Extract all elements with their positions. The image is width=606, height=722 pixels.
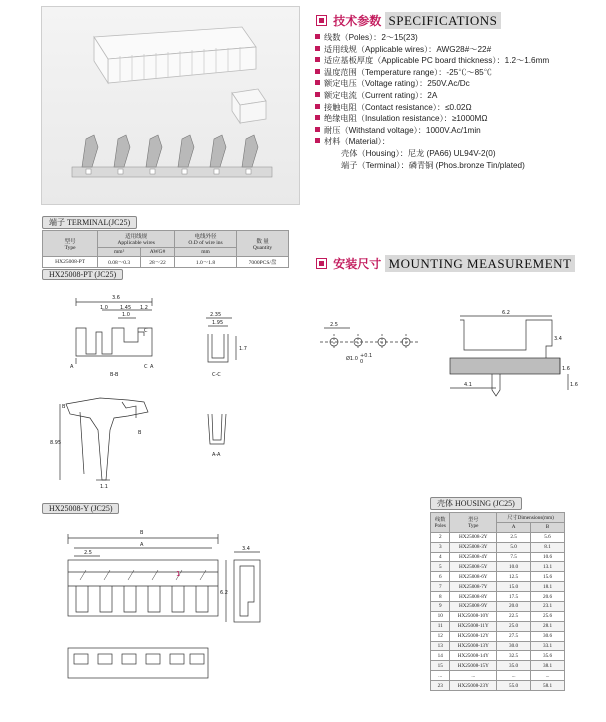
terminal-technical-drawing: [40, 284, 270, 504]
dim-label: 1.1: [100, 484, 108, 490]
table-cell: HX25008-14Y: [450, 651, 497, 661]
table-cell: 17.5: [497, 592, 531, 602]
view-label: C: [144, 364, 148, 370]
table-cell: HX25008-5Y: [450, 562, 497, 572]
table-row: [431, 582, 565, 592]
dim-label: 6.2: [502, 310, 510, 316]
specifications-list: [315, 32, 605, 171]
spec-item: 材料（Material）：: [315, 136, 605, 148]
table-row: [431, 592, 565, 602]
view-label: B-B: [110, 372, 119, 378]
spec-item: 耐压（Withstand voltage）：1000V.Ac/1min: [315, 125, 605, 137]
table-cell: 18.1: [531, 582, 565, 592]
terminal-header-wires: 适用线规 Applicable wires: [98, 231, 175, 248]
dim-label: 4.1: [464, 382, 472, 388]
table-row: [431, 661, 565, 671]
spec-item: 线数（Poles）：2～15(23): [315, 32, 605, 44]
table-cell: 30.6: [531, 631, 565, 641]
table-cell: 35.0: [497, 661, 531, 671]
table-cell: 5.0: [497, 542, 531, 552]
table-cell: 22.5: [497, 611, 531, 621]
view-label: A: [70, 364, 74, 370]
table-cell: 11: [431, 621, 450, 631]
table-cell: 15.0: [497, 582, 531, 592]
table-cell: ...: [450, 671, 497, 681]
terminal-label: 端子 TERMINAL(JC25): [42, 216, 137, 229]
table-cell: 10: [431, 611, 450, 621]
material-terminal: 端子（Terminal）：磷青铜 (Phos.bronze Tin/plated): [341, 160, 525, 170]
table-cell: HX25008-3Y: [450, 542, 497, 552]
connector-photo-illustration: [42, 7, 299, 204]
table-row: HX25008-PT 0.08～0.3 28～22 1.0～1.8 7000PCS/盘: [43, 257, 289, 268]
spec-item: 绝缘电阻（Insulation resistance）：≥1000MΩ: [315, 113, 605, 125]
dim-label: 8.95: [50, 440, 62, 446]
table-cell: HX25008-23Y: [450, 681, 497, 691]
table-cell: 12: [431, 631, 450, 641]
spec-item: 额定电压（Voltage rating）：250V.Ac/Dc: [315, 78, 605, 90]
spec-item: 温度范围（Temperature range）：-25℃～85℃: [315, 67, 605, 79]
table-cell: HX25008-11Y: [450, 621, 497, 631]
table-cell: 32.5: [497, 651, 531, 661]
table-cell: HX25008-7Y: [450, 582, 497, 592]
terminal-header-mm2: mm²: [98, 248, 141, 257]
table-cell: 30.0: [497, 641, 531, 651]
table-row: [431, 532, 565, 542]
dim-label: Ø1.0: [346, 356, 358, 362]
dim-label: 3.6: [112, 295, 120, 301]
table-cell: 33.1: [531, 641, 565, 651]
table-cell: ...: [431, 671, 450, 681]
dim-label: 1.2: [140, 305, 148, 311]
dim-label: +0.1: [360, 353, 373, 359]
housing-header-a: A: [497, 522, 531, 532]
view-label: B: [138, 430, 142, 436]
table-cell: 25.0: [497, 621, 531, 631]
table-cell: 8.1: [531, 542, 565, 552]
table-row: [431, 542, 565, 552]
bullet-icon: [315, 69, 320, 74]
table-cell: 55.0: [497, 681, 531, 691]
table-cell: 13: [431, 641, 450, 651]
product-photo: [41, 6, 300, 205]
terminal-header-od: 电线外径 O.D of wire ins: [175, 231, 237, 248]
table-cell: 10.0: [497, 562, 531, 572]
spec-item: 适用线规（Applicable wires）：AWG28#～22#: [315, 44, 605, 56]
spec-item: 额定电流（Current rating）：2A: [315, 90, 605, 102]
spec-item: 适应基板厚度（Applicable PC board thickness）：1.2～1.6mm: [315, 55, 605, 67]
table-row: [431, 572, 565, 582]
table-cell: 20.0: [497, 602, 531, 612]
table-row: [431, 602, 565, 612]
table-cell: 23: [431, 681, 450, 691]
spec-item: 接触电阻（Contact resistance）：≤0.02Ω: [315, 102, 605, 114]
table-cell: 8: [431, 592, 450, 602]
bullet-icon: [315, 104, 320, 109]
table-row: [431, 671, 565, 681]
bullet-icon: [315, 115, 320, 120]
table-cell: HX25008-13Y: [450, 641, 497, 651]
section-square-icon: [316, 258, 327, 269]
view-label: B: [62, 404, 66, 410]
table-cell: 2: [431, 532, 450, 542]
table-cell: 10.6: [531, 552, 565, 562]
dim-label: 1.0: [100, 305, 108, 311]
dim-label: 3.4: [554, 336, 562, 342]
dim-label: 2.5: [84, 550, 92, 556]
table-cell: 9: [431, 602, 450, 612]
dim-label: B: [140, 530, 144, 536]
pin-one-mark: 1: [176, 570, 181, 578]
table-cell: 25.6: [531, 611, 565, 621]
section-square-icon: [316, 15, 327, 26]
terminal-table: [42, 230, 289, 268]
table-cell: 20.6: [531, 592, 565, 602]
dim-label: 1.95: [212, 320, 224, 326]
view-label: C-C: [212, 372, 221, 378]
bullet-icon: [315, 92, 320, 97]
dim-label: 0: [360, 359, 364, 365]
table-cell: 13.1: [531, 562, 565, 572]
table-row: [431, 562, 565, 572]
table-row: [431, 631, 565, 641]
table-row: [431, 651, 565, 661]
dim-label: 2.35: [210, 312, 222, 318]
table-cell: 5.6: [531, 532, 565, 542]
table-cell: 58.1: [531, 681, 565, 691]
dim-label: 1.45: [120, 305, 132, 311]
table-cell: 7: [431, 582, 450, 592]
terminal-header-od-unit: mm: [175, 248, 237, 257]
table-cell: 2.5: [497, 532, 531, 542]
specifications-heading: [316, 12, 501, 29]
table-cell: ...: [531, 671, 565, 681]
table-cell: HX25008-4Y: [450, 552, 497, 562]
table-cell: 38.1: [531, 661, 565, 671]
bullet-icon: [315, 34, 320, 39]
table-cell: 4: [431, 552, 450, 562]
bullet-icon: [315, 138, 320, 143]
table-cell: 6: [431, 572, 450, 582]
y-drawing-label: HX25008-Y (JC25): [42, 503, 119, 514]
table-cell: 15: [431, 661, 450, 671]
housing-header-dimensions: 尺寸Dimensions(mm): [497, 513, 565, 523]
dim-label: A: [140, 542, 144, 548]
bullet-icon: [315, 127, 320, 132]
table-row: [431, 681, 565, 691]
bullet-icon: [315, 57, 320, 62]
bullet-icon: [315, 80, 320, 85]
terminal-header-qty: 数 量 Quantity: [237, 231, 289, 257]
dim-label: 2.5: [330, 322, 338, 328]
table-cell: HX25008-6Y: [450, 572, 497, 582]
table-cell: ...: [497, 671, 531, 681]
table-cell: HX25008-8Y: [450, 592, 497, 602]
table-cell: 7.5: [497, 552, 531, 562]
dim-label: 1.6: [562, 366, 570, 372]
table-row: [431, 621, 565, 631]
table-row: [431, 641, 565, 651]
housing-header-b: B: [531, 522, 565, 532]
housing-label: 壳体 HOUSING (JC25): [430, 497, 522, 510]
housing-header-poles: 线数 Poles: [431, 513, 450, 533]
dim-label: 6.2: [220, 590, 228, 596]
mounting-heading: [316, 255, 575, 272]
terminal-header-awg: AWG#: [141, 248, 175, 257]
dim-label: 3.4: [242, 546, 250, 552]
mounting-title-zh: 安装尺寸: [333, 257, 382, 271]
table-cell: 28.1: [531, 621, 565, 631]
mounting-title-en: MOUNTING MEASUREMENT: [385, 255, 576, 272]
mounting-drawing: [310, 300, 580, 410]
view-label: A-A: [212, 452, 221, 458]
table-row: [431, 611, 565, 621]
table-cell: 3: [431, 542, 450, 552]
table-cell: HX25008-15Y: [450, 661, 497, 671]
table-cell: HX25008-9Y: [450, 602, 497, 612]
dim-label: 1.7: [239, 346, 247, 352]
table-cell: HX25008-12Y: [450, 631, 497, 641]
view-label: A: [150, 364, 154, 370]
table-cell: HX25008-2Y: [450, 532, 497, 542]
specifications-title-zh: 技术参数: [333, 14, 382, 28]
view-label: C: [144, 328, 148, 334]
terminal-header-type: 型号 Type: [43, 231, 98, 257]
table-cell: HX25008-10Y: [450, 611, 497, 621]
table-cell: 15.6: [531, 572, 565, 582]
table-row: [431, 552, 565, 562]
table-cell: 27.5: [497, 631, 531, 641]
table-cell: 35.6: [531, 651, 565, 661]
housing-header-type: 型号 Type: [450, 513, 497, 533]
table-cell: 12.5: [497, 572, 531, 582]
table-cell: 5: [431, 562, 450, 572]
table-cell: 23.1: [531, 602, 565, 612]
housing-table: [430, 512, 565, 691]
housing-technical-drawing: [40, 520, 270, 710]
material-housing: 壳体（Housing）：尼龙 (PA66) UL94V-2(0): [341, 148, 496, 158]
specifications-title-en: SPECIFICATIONS: [385, 12, 502, 29]
dim-label: 1.0: [122, 312, 130, 318]
pt-drawing-label: HX25008-PT (JC25): [42, 269, 123, 280]
dim-label: 1.6: [570, 382, 578, 388]
housing-rows: [431, 532, 565, 690]
table-cell: 14: [431, 651, 450, 661]
bullet-icon: [315, 46, 320, 51]
